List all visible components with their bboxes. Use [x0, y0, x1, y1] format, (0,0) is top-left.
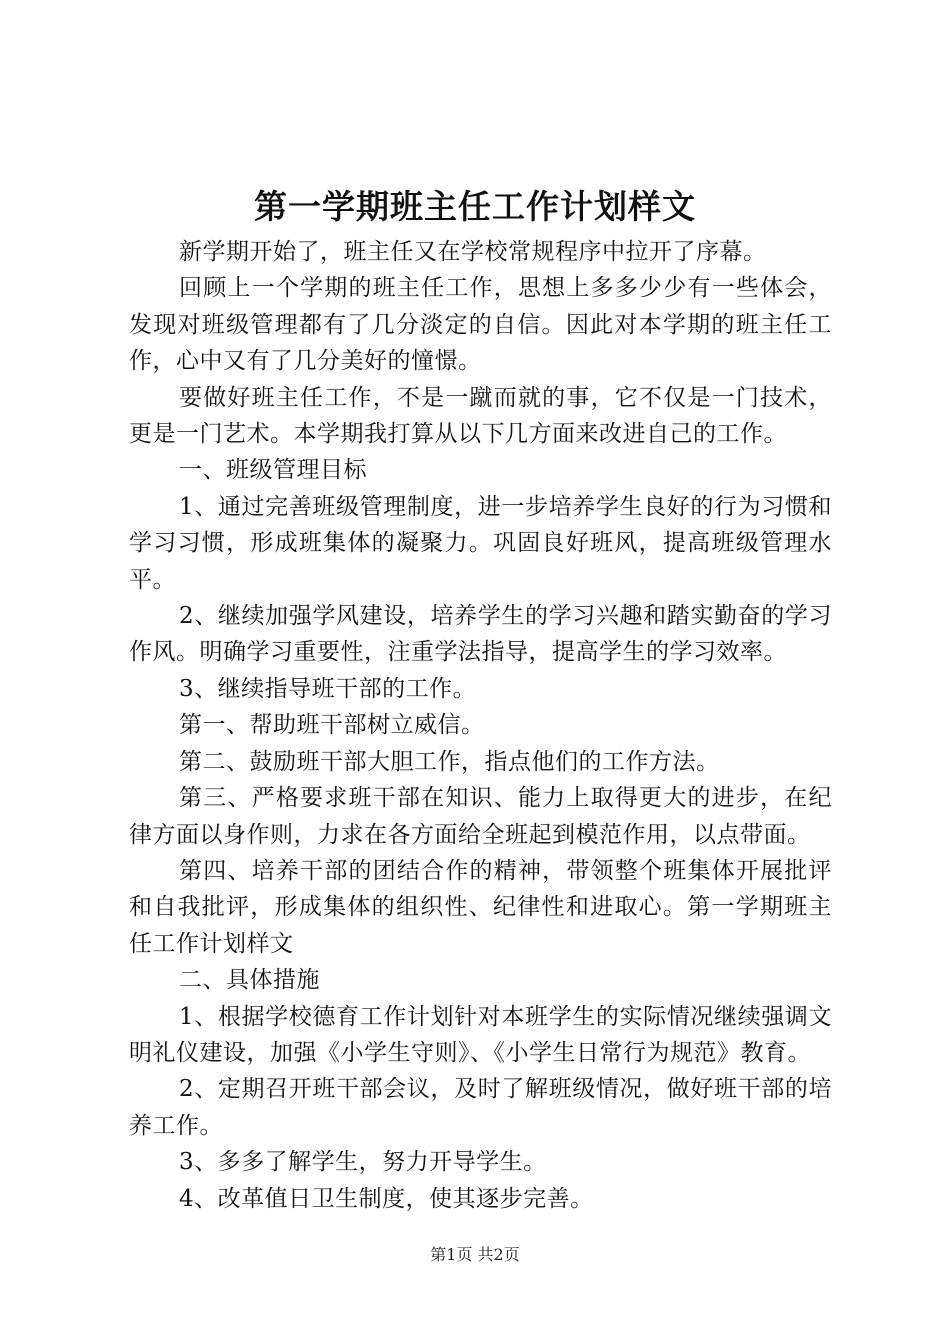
- paragraph: 要做好班主任工作，不是一蹴而就的事，它不仅是一门技术，更是一门艺术。本学期我打算从以下几方面来改进自己的工作。: [129, 384, 832, 448]
- document-body: [129, 234, 832, 1217]
- paragraph: 第三、严格要求班干部在知识、能力上取得更大的进步，在纪律方面以身作则，力求在各方面给全班起到模范作用，以点带面。: [129, 785, 832, 848]
- page-footer: 第1页 共2页: [430, 1245, 520, 1264]
- paragraph: 3、多多了解学生，努力开导学生。: [179, 1149, 547, 1176]
- paragraph: 2、定期召开班干部会议，及时了解班级情况，做好班干部的培养工作。: [129, 1076, 832, 1139]
- section-heading: 二、具体措施: [179, 967, 320, 994]
- paragraph: 第一、帮助班干部树立威信。: [179, 712, 485, 739]
- paragraph: 第二、鼓励班干部大胆工作，指点他们的工作方法。: [179, 748, 720, 775]
- paragraph: 1、根据学校德育工作计划针对本班学生的实际情况继续强调文明礼仪建设，加强《小学生守则》、《小学生日常行为规范》教育。: [129, 1003, 832, 1066]
- paragraph: 1、通过完善班级管理制度，进一步培养学生良好的行为习惯和学习习惯，形成班集体的凝聚力。巩固良好班风，提高班级管理水平。: [129, 493, 832, 593]
- paragraph: 3、继续指导班干部的工作。: [179, 675, 477, 702]
- paragraph: 4、改革值日卫生制度，使其逐步完善。: [179, 1185, 594, 1212]
- paragraph: 回顾上一个学期的班主任工作，思想上多多少少有一些体会，发现对班级管理都有了几分淡定的自信。因此对本学期的班主任工作，心中又有了几分美好的憧憬。: [129, 275, 832, 375]
- paragraph: 2、继续加强学风建设，培养学生的学习兴趣和踏实勤奋的学习作风。明确学习重要性，注重学法指导，提高学生的学习效率。: [129, 603, 832, 666]
- paragraph: 新学期开始了，班主任又在学校常规程序中拉开了序幕。: [179, 239, 767, 265]
- document-title: 第一学期班主任工作计划样文: [254, 187, 696, 226]
- paragraph: 第四、培养干部的团结合作的精神，带领整个班集体开展批评和自我批评，形成集体的组织性、纪律性和进取心。第一学期班主任工作计划样文: [129, 857, 832, 957]
- section-heading: 一、班级管理目标: [179, 457, 367, 484]
